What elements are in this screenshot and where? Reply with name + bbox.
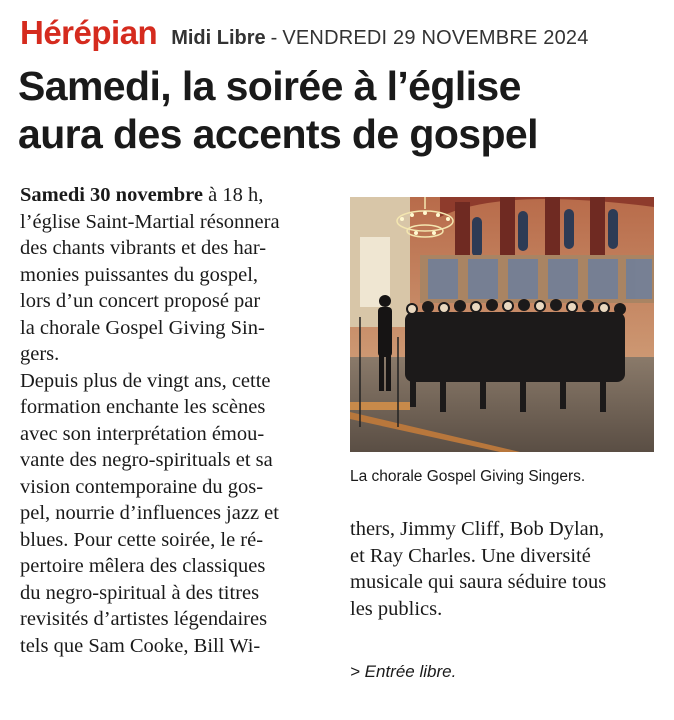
- article-lead: Samedi 30 novembre: [20, 184, 203, 206]
- photo-caption: La chorale Gospel Giving Singers.: [350, 468, 586, 485]
- choir-photo: [350, 197, 654, 452]
- publication-date: VENDREDI 29 NOVEMBRE 2024: [282, 27, 589, 49]
- masthead: [20, 14, 589, 54]
- body-line: vision contemporaine du gos-: [20, 475, 264, 498]
- headline-line: aura des accents de gospel: [18, 111, 538, 157]
- choir-illustration: [350, 197, 654, 452]
- body-line: thers, Jimmy Cliff, Bob Dylan,: [350, 518, 605, 540]
- body-line: l’église Saint-Martial résonnera: [20, 210, 280, 233]
- newspaper-name: Midi Libre: [171, 27, 266, 49]
- body-line: du negro-spiritual à des titres: [20, 581, 260, 604]
- body-line: musicale qui saura séduire tous: [350, 571, 607, 593]
- body-line: avec son interprétation émou-: [20, 422, 265, 445]
- body-line: revisités d’artistes légendaires: [20, 608, 268, 630]
- body-line: pel, nourrie d’influences jazz et: [20, 502, 279, 524]
- body-line: [20, 182, 330, 209]
- body-line: tels que Sam Cooke, Bill Wi-: [20, 634, 261, 657]
- body-line: les publics.: [350, 597, 443, 620]
- body-line: lors d’un concert proposé par: [20, 290, 261, 312]
- body-line: vante des negro-spirituals et sa: [20, 449, 273, 471]
- body-line: formation enchante les scènes: [20, 396, 266, 418]
- town-name: Hérépian: [20, 14, 158, 51]
- body-text: à 18 h,: [202, 184, 264, 206]
- body-line: la chorale Gospel Giving Sin-: [20, 316, 265, 339]
- body-line: blues. Pour cette soirée, le ré-: [20, 528, 264, 551]
- header-separator: -: [270, 27, 278, 49]
- article-headline: [18, 62, 668, 158]
- body-line: pertoire mêlera des classiques: [20, 555, 266, 577]
- body-line: gers.: [20, 343, 60, 365]
- body-line: monies puissantes du gospel,: [20, 263, 259, 286]
- body-line: et Ray Charles. Une diversité: [350, 544, 591, 567]
- body-line: Depuis plus de vingt ans, cette: [20, 369, 271, 392]
- headline-line: Samedi, la soirée à l’église: [18, 63, 521, 109]
- article-column-left: [20, 182, 330, 659]
- article-column-right: [350, 516, 660, 622]
- body-line: des chants vibrants et des har-: [20, 237, 267, 259]
- entry-note: > Entrée libre.: [350, 662, 457, 681]
